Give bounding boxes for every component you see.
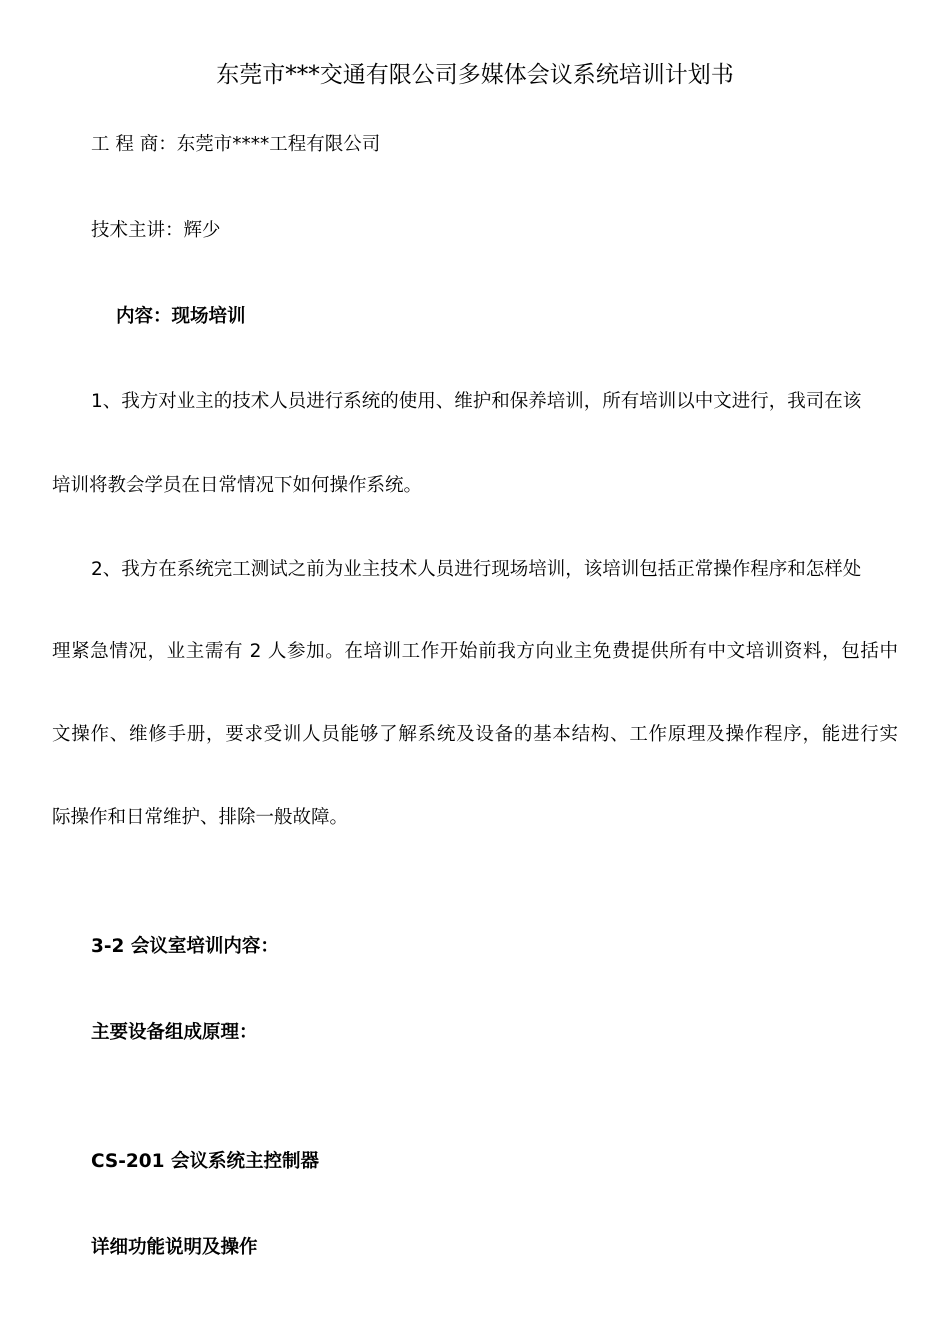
paragraph2-line2: 理紧急情况，业主需有 2 人参加。在培训工作开始前我方向业主免费提供所有中文培训资料，包括中 [52, 641, 898, 662]
contractor-line: 工 程 商：东莞市****工程有限公司 [91, 134, 381, 155]
lecturer-line: 技术主讲：辉少 [91, 220, 221, 241]
device-heading: CS-201 会议系统主控制器 [91, 1151, 319, 1172]
content-heading: 内容：现场培训 [116, 306, 246, 327]
paragraph2-line4: 际操作和日常维护、排除一般故障。 [52, 807, 349, 828]
principle-heading: 主要设备组成原理： [91, 1022, 258, 1043]
paragraph1-line1: 1、我方对业主的技术人员进行系统的使用、维护和保养培训，所有培训以中文进行，我司在该 [91, 391, 862, 412]
paragraph1-line2: 培训将教会学员在日常情况下如何操作系统。 [52, 475, 423, 496]
paragraph2-line1: 2、我方在系统完工测试之前为业主技术人员进行现场培训，该培训包括正常操作程序和怎样处 [91, 559, 862, 580]
document-title: 东莞市***交通有限公司多媒体会议系统培训计划书 [216, 62, 734, 88]
function-heading: 详细功能说明及操作 [91, 1237, 258, 1258]
paragraph2-line3: 文操作、维修手册，要求受训人员能够了解系统及设备的基本结构、工作原理及操作程序，能进行实 [52, 724, 898, 745]
section-heading: 3-2 会议室培训内容： [91, 936, 279, 957]
